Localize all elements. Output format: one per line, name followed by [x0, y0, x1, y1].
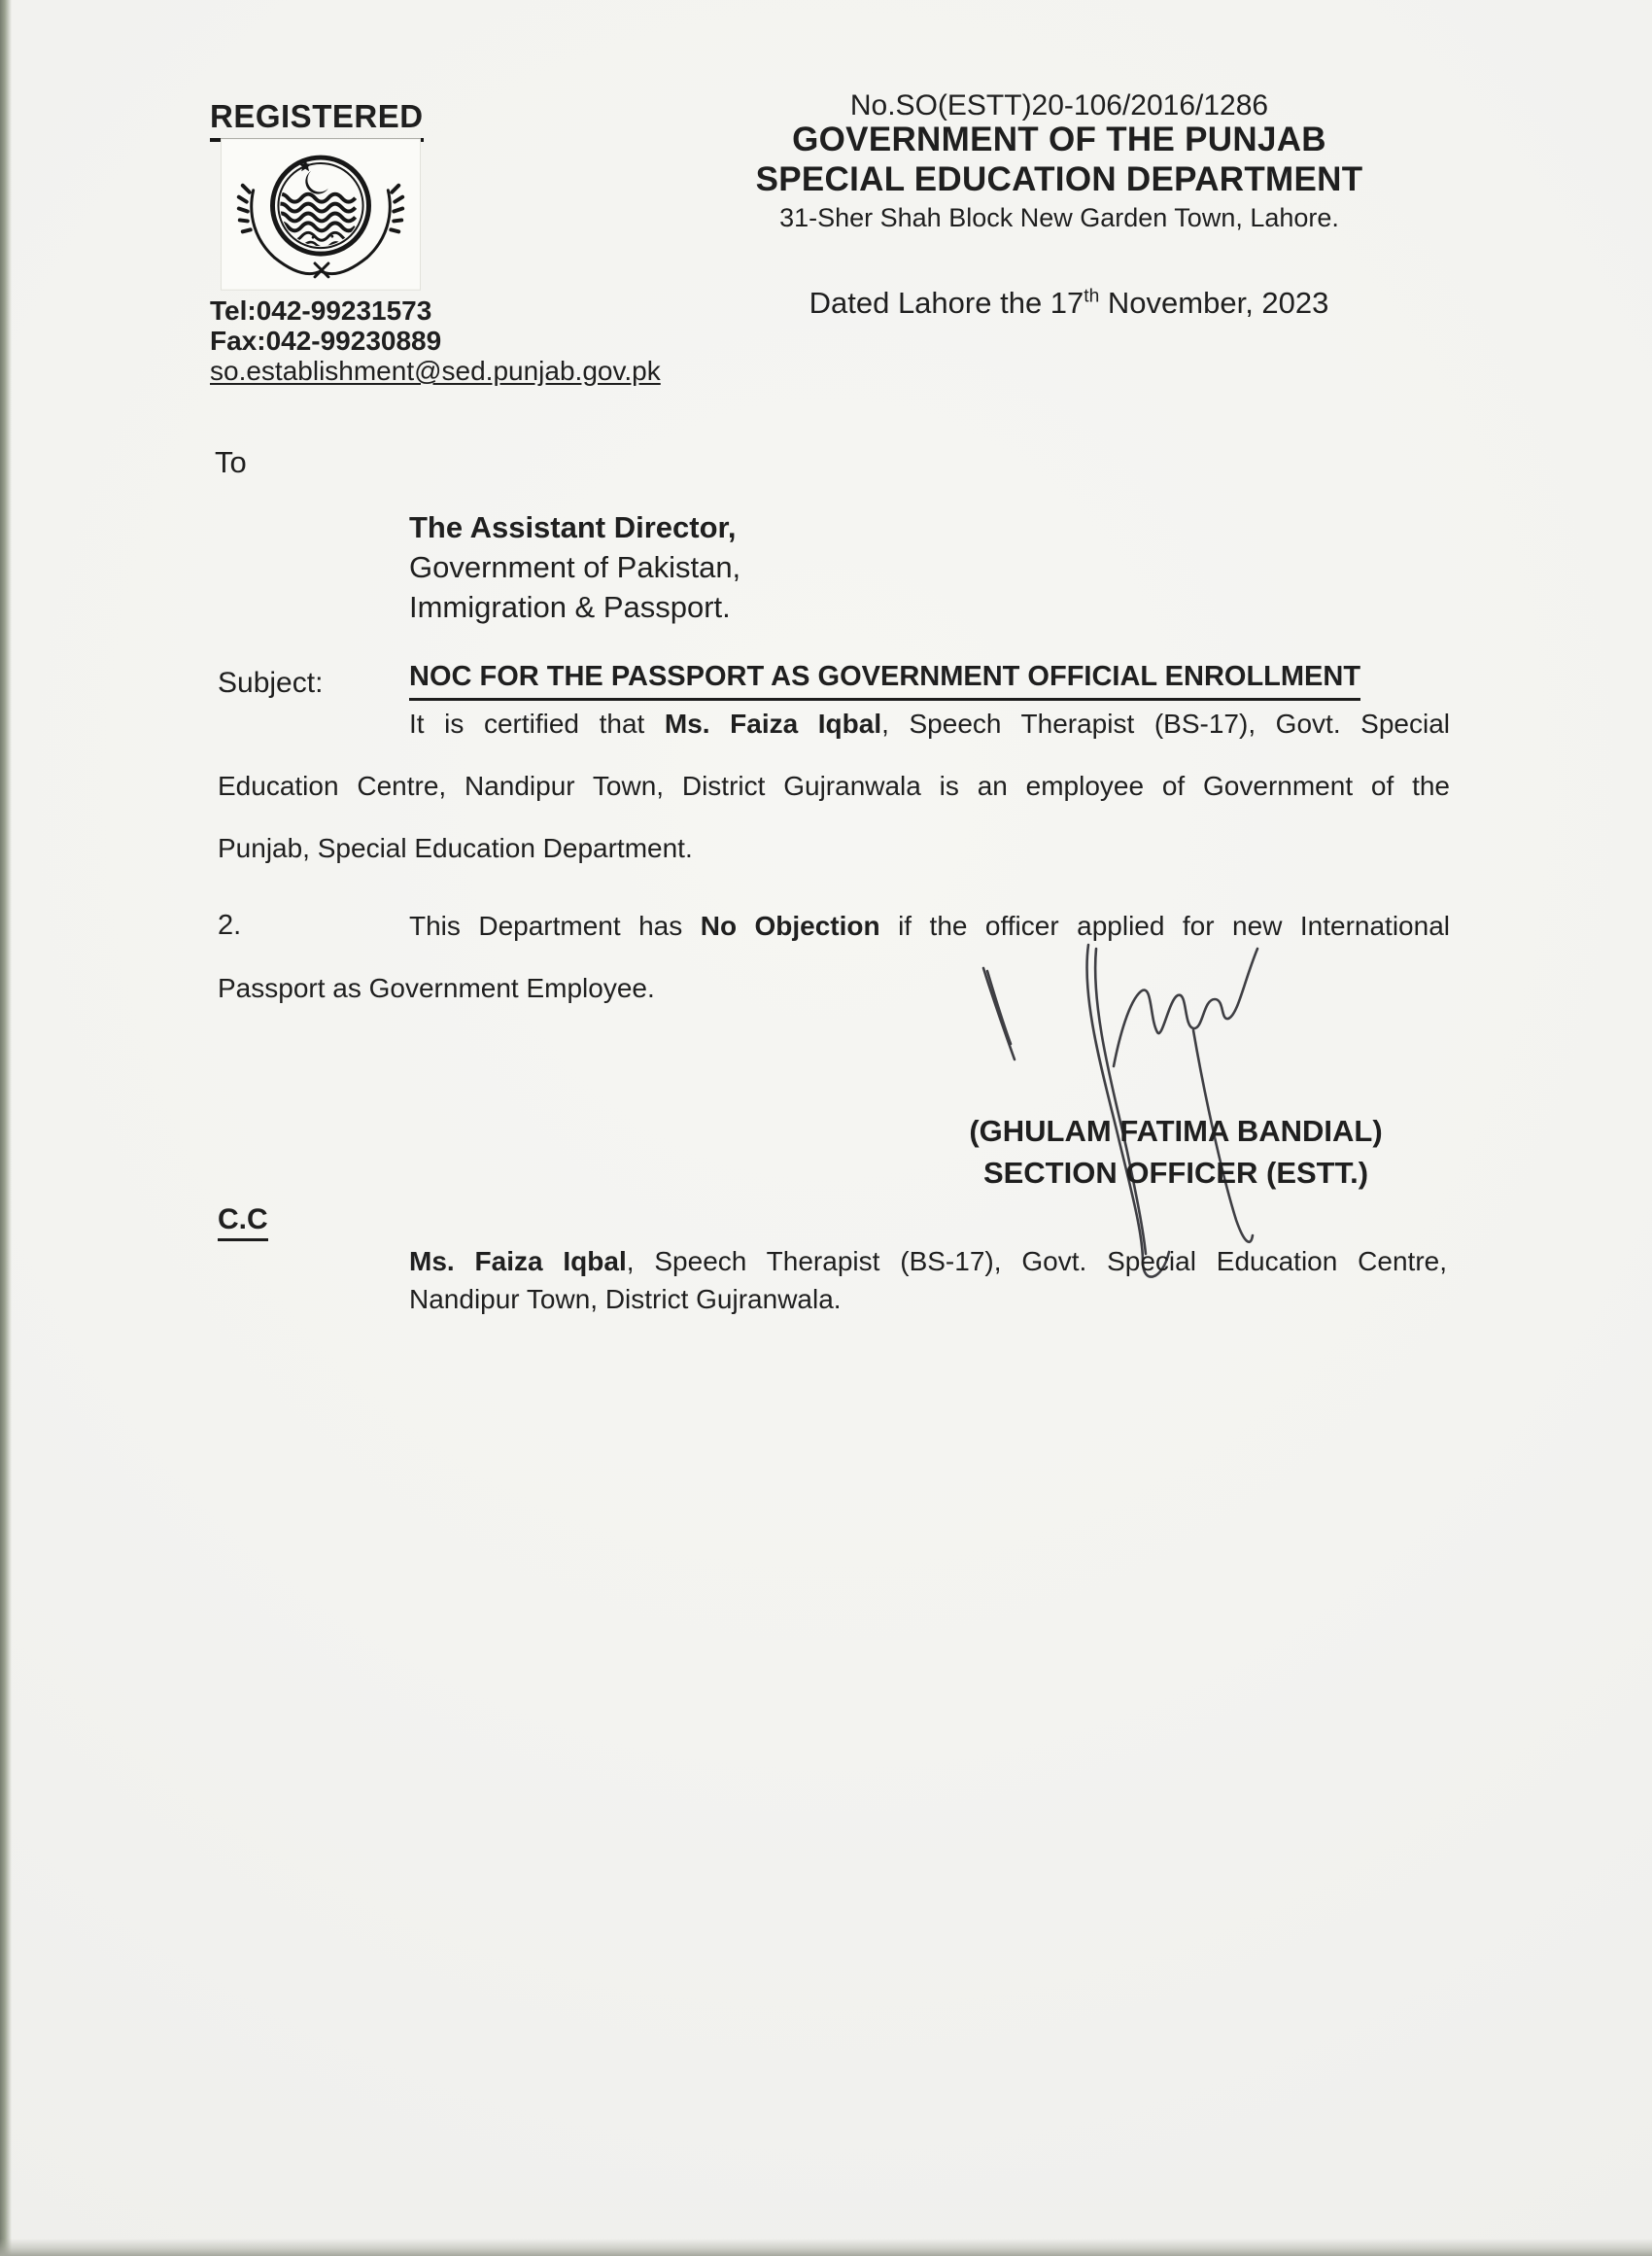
- cc-label: C.C: [218, 1203, 268, 1241]
- cc-recipient-rest: , Speech Therapist (BS-17), Govt. Special Education Centre,: [626, 1246, 1447, 1276]
- cc-recipient-line1: [409, 1246, 1447, 1277]
- paragraph2-number: 2.: [218, 910, 242, 941]
- to-label: To: [215, 445, 247, 479]
- signer-name: (GHULAM FATIMA BANDIAL): [969, 1114, 1383, 1148]
- addressee-block: [409, 507, 740, 627]
- scan-bottom-edge: [0, 2239, 1652, 2256]
- cc-recipient-line2: Nandipur Town, District Gujranwala.: [409, 1284, 842, 1314]
- office-address: 31-Sher Shah Block New Garden Town, Lahore.: [779, 203, 1339, 232]
- department-name: SPECIAL EDUCATION DEPARTMENT: [755, 160, 1363, 198]
- government-name: GOVERNMENT OF THE PUNJAB: [792, 121, 1326, 158]
- paragraph1-line3: Punjab, Special Education Department.: [218, 833, 693, 863]
- para1-seg2: , Speech Therapist (BS-17), Govt. Special: [881, 709, 1451, 739]
- punjab-crest-logo: [221, 138, 421, 291]
- paragraph1-line1: [218, 709, 1450, 740]
- registered-stamp: REGISTERED: [210, 98, 424, 142]
- date-prefix: Dated Lahore the 17: [809, 286, 1084, 320]
- para2-seg1: This Department has: [409, 911, 701, 941]
- contact-tel: Tel:042-99231573: [210, 295, 432, 326]
- scan-left-edge: [0, 0, 12, 2256]
- date-suffix: November, 2023: [1099, 286, 1329, 320]
- contact-fax: Fax:042-99230889: [210, 326, 442, 356]
- para1-seg1: It is certified that: [409, 709, 665, 739]
- para1-employee-name: Ms. Faiza Iqbal: [664, 709, 882, 739]
- signer-title: SECTION OFFICER (ESTT.): [982, 1156, 1369, 1190]
- paragraph2-line2: Passport as Government Employee.: [218, 973, 655, 1003]
- subject-title: NOC FOR THE PASSPORT AS GOVERNMENT OFFICIAL ENROLLMENT: [409, 661, 1360, 701]
- para2-seg2: if the officer applied for new International: [879, 911, 1450, 941]
- cc-recipient-name: Ms. Faiza Iqbal: [409, 1246, 627, 1276]
- date-superscript: th: [1084, 286, 1100, 307]
- paragraph2-line1: [409, 911, 1450, 942]
- date-line: [768, 286, 1370, 321]
- contact-email: so.establishment@sed.punjab.gov.pk: [210, 356, 661, 386]
- addressee-org: Government of Pakistan,: [409, 550, 741, 584]
- subject-label: Subject:: [218, 667, 324, 699]
- paragraph1-line2: Education Centre, Nandipur Town, District Gujranwala is an employee of Government of the: [218, 771, 1450, 801]
- reference-number: No.SO(ESTT)20-106/2016/1286: [849, 89, 1269, 121]
- para2-no-objection: No Objection: [700, 911, 880, 941]
- addressee-dept: Immigration & Passport.: [409, 590, 731, 624]
- addressee-name: The Assistant Director,: [409, 510, 737, 544]
